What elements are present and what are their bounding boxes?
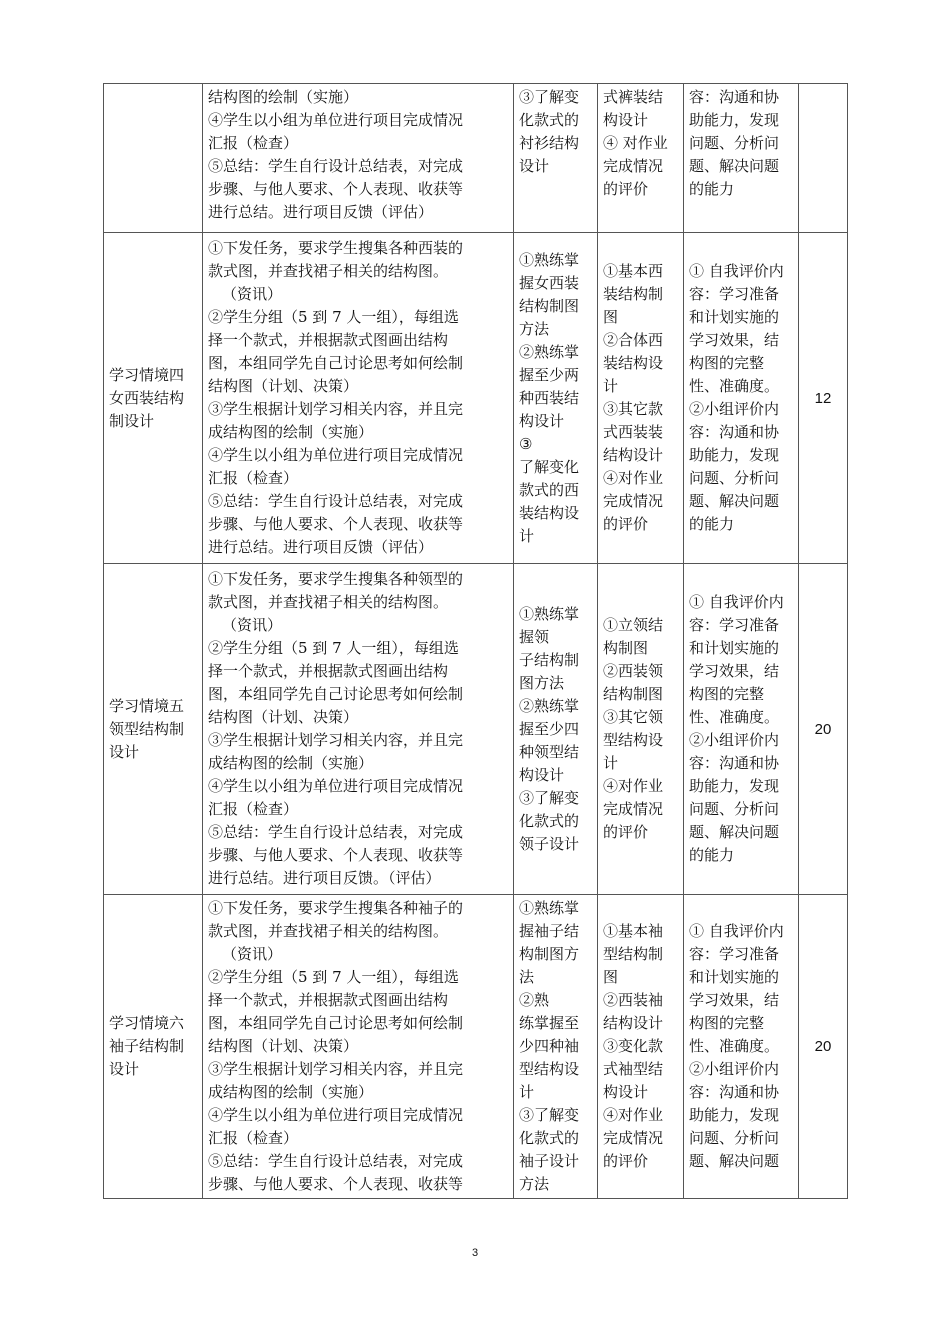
text-line: ③学生根据计划学习相关内容，并且完 xyxy=(208,1060,464,1078)
text-line: （资讯） xyxy=(222,945,283,963)
text-line: 握至少四 xyxy=(519,719,580,738)
text-line: 进行总结。进行项目反馈（评估） xyxy=(208,203,434,221)
text-line: ③了解变 xyxy=(519,88,580,106)
text-line: 化款式的 xyxy=(519,811,580,830)
text-line: 容：学习准备 xyxy=(689,616,780,634)
text-line: 题、解决问题 xyxy=(689,1152,780,1170)
text-line: 容：沟通和协 xyxy=(689,423,780,441)
text-line: 的能力 xyxy=(689,180,735,198)
text-line: 容：沟通和协 xyxy=(689,754,780,772)
text-line: 化款式的 xyxy=(519,111,580,129)
text-line: 计 xyxy=(519,1083,535,1101)
task-description-cell xyxy=(203,233,514,564)
text-line: ④学生以小组为单位进行项目完成情况 xyxy=(208,446,464,464)
text-line: 助能力，发现 xyxy=(689,1106,780,1124)
text-line: ④对作业 xyxy=(603,777,664,795)
text-line: 少四种袖 xyxy=(519,1037,580,1055)
text-line: ①下发任务，要求学生搜集各种西装的 xyxy=(208,239,464,257)
text-line: 袖子设计 xyxy=(519,1152,580,1170)
text-line: 装结构设 xyxy=(519,503,580,522)
text-line: 构设计 xyxy=(519,765,565,784)
text-line: 问题、分析问 xyxy=(689,800,780,818)
situation-title-cell xyxy=(104,84,203,233)
text-line: 结构图（计划、决策） xyxy=(208,708,359,726)
text-line: ②西装领 xyxy=(603,662,664,680)
text-line: 题、解决问题 xyxy=(689,157,780,175)
text-line: 完成情况 xyxy=(603,157,664,175)
text-line: ④对作业 xyxy=(603,469,664,487)
text-line: 步骤、与他人要求、个人表现、收获等 xyxy=(208,515,464,533)
task-description-cell xyxy=(203,84,514,233)
text-line: 题、解决问题 xyxy=(689,492,780,510)
text-line: 的评价 xyxy=(603,515,649,533)
text-line: 步骤、与他人要求、个人表现、收获等 xyxy=(208,846,464,864)
text-line: ⑤总结：学生自行设计总结表，对完成 xyxy=(208,1152,464,1170)
text-line: 款式的西 xyxy=(519,480,580,499)
text-line: 学习情境六 xyxy=(109,1014,185,1032)
learning-goal-cell xyxy=(514,564,598,895)
hours-cell: 20 xyxy=(799,564,848,895)
text-line: 和计划实施的 xyxy=(689,968,780,986)
evaluation-cell xyxy=(684,895,799,1199)
text-line: 种领型结 xyxy=(519,742,580,761)
text-line: 的能力 xyxy=(689,846,735,864)
text-line: 容：学习准备 xyxy=(689,945,780,963)
text-line: 容：沟通和协 xyxy=(689,1083,780,1101)
text-line: ① 自我评价内 xyxy=(689,593,784,611)
text-line: 结构制图 xyxy=(603,685,664,703)
text-line: 汇报（检查） xyxy=(208,1129,299,1147)
learning-goal-cell xyxy=(514,84,598,233)
text-line: 助能力，发现 xyxy=(689,777,780,795)
text-line: 构图的完整 xyxy=(689,685,765,703)
text-line: 学习情境五 xyxy=(109,696,185,715)
text-line: 的评价 xyxy=(603,180,649,198)
text-line: 择一个款式，并根据款式图画出结构 xyxy=(208,331,449,349)
text-line: 的能力 xyxy=(689,515,735,533)
task-description-cell xyxy=(203,564,514,895)
text-line: 问题、分析问 xyxy=(689,134,780,152)
text-line: 进行总结。进行项目反馈（评估） xyxy=(208,538,434,556)
table-row xyxy=(104,84,848,233)
text-line: ④学生以小组为单位进行项目完成情况 xyxy=(208,1106,464,1124)
text-line: 汇报（检查） xyxy=(208,469,299,487)
text-line: 计 xyxy=(603,754,619,772)
situation-title-cell xyxy=(104,564,203,895)
text-line: 学习效果，结 xyxy=(689,662,780,680)
text-line: 设计 xyxy=(109,1060,140,1078)
text-line: 练掌握至 xyxy=(519,1014,580,1032)
text-line: 结构设计 xyxy=(603,1014,664,1032)
text-line: ④学生以小组为单位进行项目完成情况 xyxy=(208,111,464,129)
text-line: ③其它领 xyxy=(603,708,664,726)
text-line: 种西装结 xyxy=(519,388,580,407)
text-line: 构制图 xyxy=(603,639,649,657)
text-line: 和计划实施的 xyxy=(689,639,780,657)
text-line: 构设计 xyxy=(603,111,649,129)
text-line: 的评价 xyxy=(603,1152,649,1170)
hours-cell: 12 xyxy=(799,233,848,564)
text-line: 图，本组同学先自己讨论思考如何绘制 xyxy=(208,1014,464,1032)
text-line: 型结构制 xyxy=(603,945,664,963)
evaluation-cell xyxy=(684,233,799,564)
text-line: 款式图，并查找裙子相关的结构图。 xyxy=(208,922,449,940)
text-line: 构设计 xyxy=(519,411,565,430)
text-line: 结构图的绘制（实施） xyxy=(208,88,359,106)
text-line: ①熟练掌 xyxy=(519,604,580,623)
text-line: ④学生以小组为单位进行项目完成情况 xyxy=(208,777,464,795)
text-line: 装结构设 xyxy=(603,354,664,372)
text-line: 汇报（检查） xyxy=(208,134,299,152)
text-line: 容：沟通和协 xyxy=(689,88,780,106)
text-line: 择一个款式，并根据款式图画出结构 xyxy=(208,662,449,680)
text-line: 构制图方 xyxy=(519,945,580,963)
text-line: 计 xyxy=(519,526,535,545)
text-line: 握袖子结 xyxy=(519,922,580,940)
text-line: 性、准确度。 xyxy=(689,708,780,726)
text-line: 法 xyxy=(519,968,535,986)
learning-content-cell xyxy=(598,233,684,564)
text-line: ②熟 xyxy=(519,991,550,1009)
text-line: ①基本袖 xyxy=(603,922,664,940)
text-line: ①下发任务，要求学生搜集各种袖子的 xyxy=(208,899,464,917)
text-line: 结构图（计划、决策） xyxy=(208,377,359,395)
text-line: 完成情况 xyxy=(603,1129,664,1147)
text-line: 握领 xyxy=(519,627,550,646)
text-line: ④ 对作业 xyxy=(603,134,668,152)
text-line: 成结构图的绘制（实施） xyxy=(208,423,374,441)
table-row xyxy=(104,564,848,895)
text-line: 款式图，并查找裙子相关的结构图。 xyxy=(208,593,449,611)
text-line: 握女西装 xyxy=(519,273,580,292)
text-line: 型结构设 xyxy=(603,731,664,749)
text-line: ① 自我评价内 xyxy=(689,922,784,940)
text-line: 的评价 xyxy=(603,823,649,841)
text-line: （资讯） xyxy=(222,285,283,303)
text-line: 图 xyxy=(603,968,619,986)
text-line: 学习效果，结 xyxy=(689,331,780,349)
text-line: 学习效果，结 xyxy=(689,991,780,1009)
text-line: 结构制图 xyxy=(519,296,580,315)
text-line: ②学生分组（5 到 7 人一组），每组选 xyxy=(208,639,459,657)
text-line: 方法 xyxy=(519,1175,550,1193)
text-line: ②合体西 xyxy=(603,331,664,349)
text-line: 问题、分析问 xyxy=(689,469,780,487)
text-line: ①立领结 xyxy=(603,616,664,634)
text-line: ①熟练掌 xyxy=(519,899,580,917)
text-line: 完成情况 xyxy=(603,800,664,818)
learning-goal-cell xyxy=(514,233,598,564)
situation-title-cell xyxy=(104,895,203,1199)
table-row xyxy=(104,233,848,564)
text-line: 图 xyxy=(603,308,619,326)
text-line: 制设计 xyxy=(109,411,155,430)
text-line: 进行总结。进行项目反馈。（评估） xyxy=(208,869,441,887)
text-line: 容：学习准备 xyxy=(689,285,780,303)
text-line: 款式图，并查找裙子相关的结构图。 xyxy=(208,262,449,280)
text-line: 式袖型结 xyxy=(603,1060,664,1078)
text-line: 设计 xyxy=(109,742,140,761)
text-line: ③学生根据计划学习相关内容，并且完 xyxy=(208,400,464,418)
text-line: ①基本西 xyxy=(603,262,664,280)
text-line: 汇报（检查） xyxy=(208,800,299,818)
text-line: 成结构图的绘制（实施） xyxy=(208,754,374,772)
text-line: ⑤总结：学生自行设计总结表，对完成 xyxy=(208,823,464,841)
text-line: ③了解变 xyxy=(519,788,580,807)
course-table xyxy=(103,83,848,1199)
text-line: ④对作业 xyxy=(603,1106,664,1124)
text-line: ②小组评价内 xyxy=(689,731,780,749)
page-number: 3 xyxy=(471,1247,479,1259)
text-line: ②学生分组（5 到 7 人一组），每组选 xyxy=(208,308,459,326)
text-line: ②西装袖 xyxy=(603,991,664,1009)
text-line: 领子设计 xyxy=(519,834,580,853)
text-line: ②小组评价内 xyxy=(689,400,780,418)
text-line: 完成情况 xyxy=(603,492,664,510)
text-line: ①熟练掌 xyxy=(519,250,580,269)
text-line: 女西装结构 xyxy=(109,388,185,407)
text-line: 步骤、与他人要求、个人表现、收获等 xyxy=(208,180,464,198)
hours-cell: 20 xyxy=(799,895,848,1199)
text-line: 图，本组同学先自己讨论思考如何绘制 xyxy=(208,685,464,703)
task-description-cell xyxy=(203,895,514,1199)
text-line: 结构设计 xyxy=(603,446,664,464)
text-line: ① 自我评价内 xyxy=(689,262,784,280)
text-line: 助能力，发现 xyxy=(689,446,780,464)
text-line: ②小组评价内 xyxy=(689,1060,780,1078)
learning-content-cell xyxy=(598,84,684,233)
text-line: 性、准确度。 xyxy=(689,377,780,395)
text-line: 式裤装结 xyxy=(603,88,664,106)
learning-content-cell xyxy=(598,564,684,895)
text-line: 型结构设 xyxy=(519,1060,580,1078)
text-line: ②熟练掌 xyxy=(519,696,580,715)
text-line: 成结构图的绘制（实施） xyxy=(208,1083,374,1101)
text-line: 助能力，发现 xyxy=(689,111,780,129)
text-line: 设计 xyxy=(519,157,550,175)
text-line: ②熟练掌 xyxy=(519,342,580,361)
text-line: ①下发任务，要求学生搜集各种领型的 xyxy=(208,570,464,588)
text-line: ⑤总结：学生自行设计总结表，对完成 xyxy=(208,157,464,175)
text-line: 构设计 xyxy=(603,1083,649,1101)
text-line: 学习情境四 xyxy=(109,365,185,384)
text-line: 图，本组同学先自己讨论思考如何绘制 xyxy=(208,354,464,372)
text-line: 性、准确度。 xyxy=(689,1037,780,1055)
text-line: 计 xyxy=(603,377,619,395)
text-line: 化款式的 xyxy=(519,1129,580,1147)
text-line: ⑤总结：学生自行设计总结表，对完成 xyxy=(208,492,464,510)
text-line: ③其它款 xyxy=(603,400,664,418)
evaluation-cell xyxy=(684,564,799,895)
text-line: 择一个款式，并根据款式图画出结构 xyxy=(208,991,449,1009)
hours-cell xyxy=(799,84,848,233)
text-line: 衬衫结构 xyxy=(519,134,580,152)
text-line: 问题、分析问 xyxy=(689,1129,780,1147)
text-line: 装结构制 xyxy=(603,285,664,303)
text-line: 和计划实施的 xyxy=(689,308,780,326)
text-line: 结构图（计划、决策） xyxy=(208,1037,359,1055)
text-line: ③学生根据计划学习相关内容，并且完 xyxy=(208,731,464,749)
text-line: 方法 xyxy=(519,319,550,338)
text-line: （资讯） xyxy=(222,616,283,634)
text-line: 步骤、与他人要求、个人表现、收获等 xyxy=(208,1175,464,1193)
situation-title-cell xyxy=(104,233,203,564)
text-line: 握至少两 xyxy=(519,365,580,384)
text-line: ③ xyxy=(519,434,533,453)
text-line: ③了解变 xyxy=(519,1106,580,1124)
text-line: 了解变化 xyxy=(519,457,580,476)
text-line: 图方法 xyxy=(519,673,565,692)
learning-content-cell xyxy=(598,895,684,1199)
text-line: 领型结构制 xyxy=(109,719,185,738)
text-line: 式西装装 xyxy=(603,423,664,441)
text-line: 袖子结构制 xyxy=(109,1037,185,1055)
text-line: ③变化款 xyxy=(603,1037,664,1055)
text-line: ②学生分组（5 到 7 人一组），每组选 xyxy=(208,968,459,986)
text-line: 构图的完整 xyxy=(689,354,765,372)
learning-goal-cell xyxy=(514,895,598,1199)
table-row xyxy=(104,895,848,1199)
text-line: 子结构制 xyxy=(519,650,580,669)
text-line: 题、解决问题 xyxy=(689,823,780,841)
text-line: 构图的完整 xyxy=(689,1014,765,1032)
evaluation-cell xyxy=(684,84,799,233)
